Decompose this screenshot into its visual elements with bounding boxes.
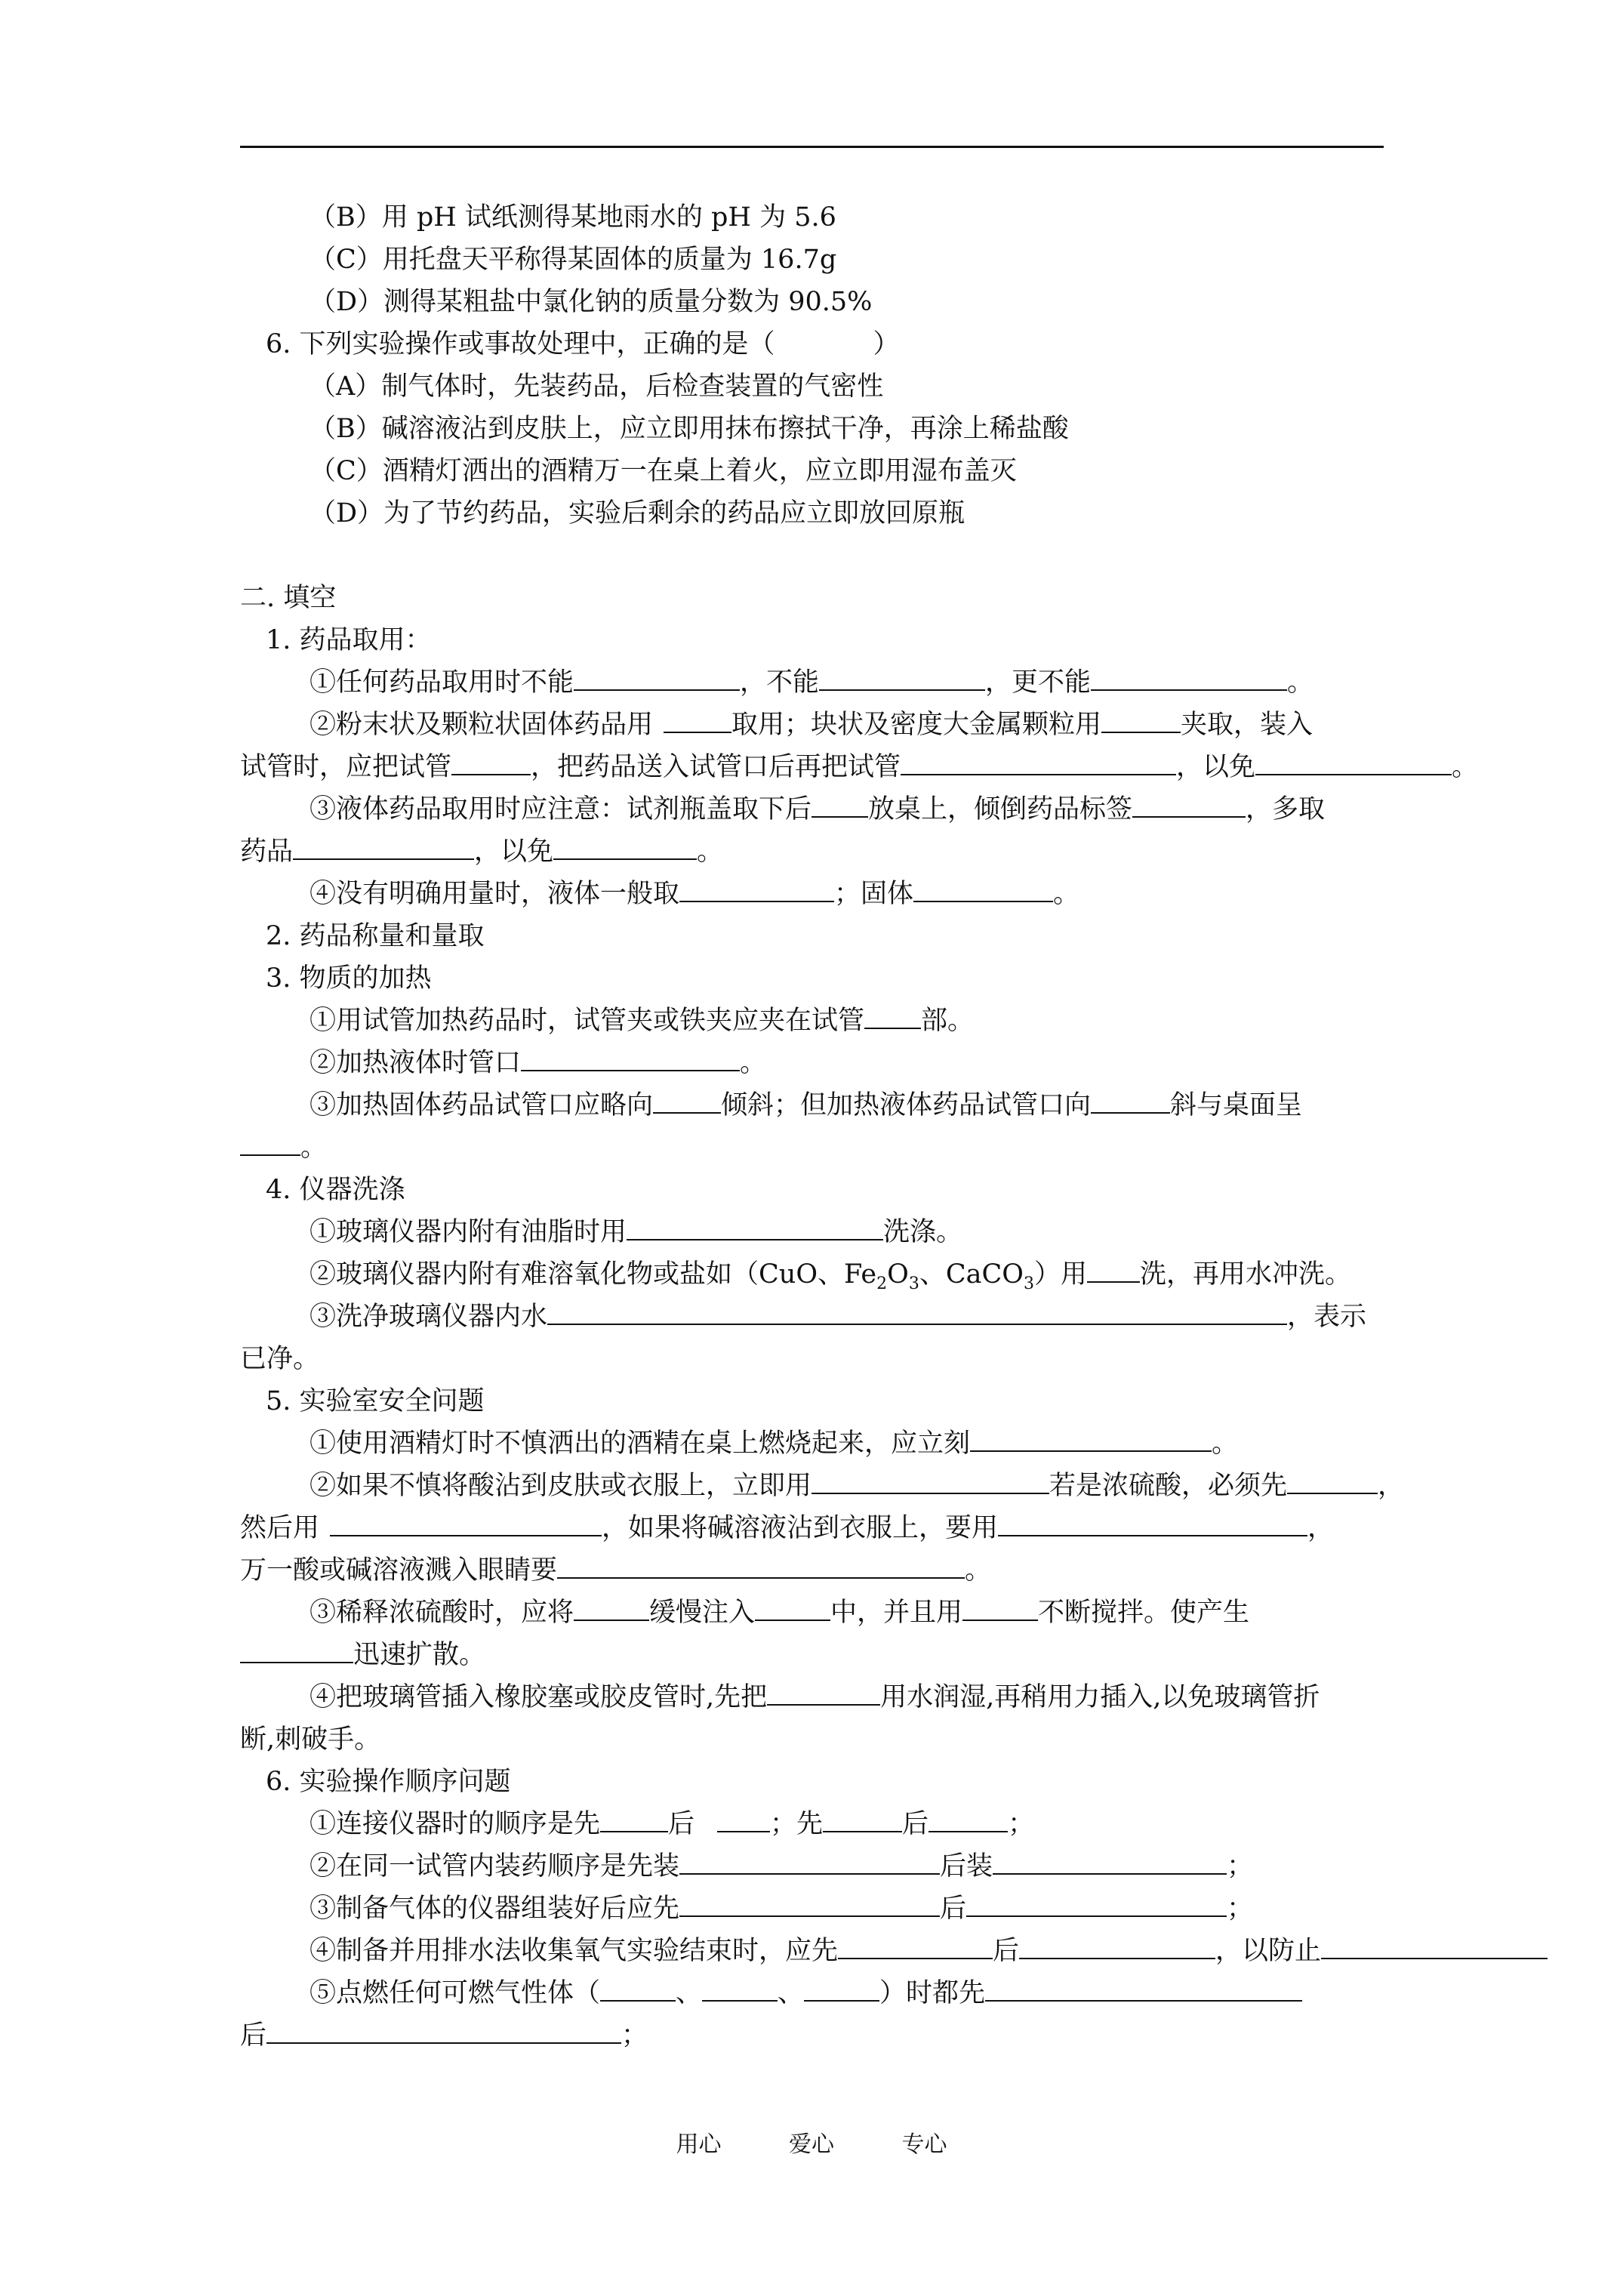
s6-line4: ④制备并用排水法收集氧气实验结束时，应先 后 ，以防止 [310,1934,1548,1968]
blank[interactable] [521,1047,740,1071]
q6-option-b: （B）碱溶液沾到皮肤上，应立即用抹布擦拭干净，再涂上稀盐酸 [310,414,1069,444]
q6-option-d: （D）为了节约药品，实验后剩余的药品应立即放回原瓶 [310,498,965,529]
blank[interactable] [823,1808,902,1832]
blank[interactable] [240,1639,353,1663]
blank[interactable] [627,1216,883,1240]
blank[interactable] [600,1808,668,1832]
q6-option-a: （A）制气体时，先装药品，后检查装置的气密性 [310,371,884,402]
blank[interactable] [913,878,1053,902]
blank[interactable] [838,1935,993,1959]
s4-line2: ②玻璃仪器内附有难溶氧化物或盐如（CuO、$Fe_2O_3$、CaCO$_3$）用 洗，再用水冲洗。 [310,1259,1351,1293]
blank[interactable] [574,667,740,691]
footer-word: 专心 [901,2131,947,2158]
blank[interactable] [1287,1470,1378,1494]
blank[interactable] [1255,751,1452,775]
blank[interactable] [1091,1089,1170,1114]
s3-title: 3. 物质的加热 [266,963,432,994]
s1-line6: ④没有明确用量时，液体一般取 ；固体 。 [310,879,1080,909]
blank[interactable] [901,751,1176,775]
blank[interactable] [1132,794,1246,818]
blank[interactable] [812,794,868,818]
page-footer [0,2130,1623,2160]
blank[interactable] [553,836,697,860]
blank[interactable] [679,878,834,902]
s6-line5: ⑤点燃任何可燃气性体（ 、 、 ）时都先 [310,1977,1302,2010]
blank[interactable] [557,1555,965,1579]
header-rule [240,146,1384,148]
s2-title: 2. 药品称量和量取 [266,921,485,951]
s6-title: 6. 实验操作顺序问题 [266,1767,511,1797]
footer-word: 爱心 [789,2131,834,2158]
blank[interactable] [998,1512,1307,1536]
s5-line5: ③稀释浓硫酸时，应将 缓慢注入 中，并且用 不断搅拌。使产生 [310,1598,1250,1628]
s5-line1: ①使用酒精灯时不慎洒出的酒精在桌上燃烧起来，应立刻 。 [310,1428,1239,1459]
s1-line3: 试管时，应把试管 ，把药品送入试管口后再把试管 ，以免 。 [240,752,1479,782]
blank[interactable] [679,1893,940,1917]
s6-line6: 后 ； [240,2020,648,2051]
s4-line3: ③洗净玻璃仪器内水 ，表示 [310,1302,1367,1332]
blank[interactable] [574,1597,649,1621]
blank[interactable] [330,1512,602,1536]
s5-line7: ④把玻璃管插入橡胶塞或胶皮管时,先把 用水润湿,再稍用力插入,以免玻璃管折 [310,1682,1320,1712]
blank[interactable] [1087,1259,1140,1283]
blank[interactable] [1091,667,1287,691]
option-d: （D）测得某粗盐中氯化钠的质量分数为 90.5% [310,287,873,317]
blank[interactable] [993,1851,1227,1875]
blank[interactable] [293,836,474,860]
blank[interactable] [664,709,731,733]
blank[interactable] [804,1977,879,2002]
s5-line3: 然后用 ，如果将碱溶液沾到衣服上，要用 ， [240,1513,1335,1543]
blank[interactable] [966,1893,1227,1917]
blank[interactable] [702,1977,778,2002]
blank[interactable] [451,751,531,775]
q6-stem: 6. 下列实验操作或事故处理中，正确的是（ ） [266,329,900,359]
s1-line2: ②粉末状及颗粒状固体药品用 取用；块状及密度大金属颗粒用 夹取，装入 [310,710,1313,740]
s5-line6: 迅速扩散。 [240,1638,485,1672]
section-title: 二. 填空 [240,583,337,613]
blank[interactable] [266,2020,621,2044]
s3-line4: 。 [240,1131,327,1164]
s5-line8: 断,刺破手。 [240,1724,381,1755]
blank[interactable] [970,1428,1212,1452]
s1-title: 1. 药品取用： [266,625,432,655]
option-b: （B）用 pH 试纸测得某地雨水的 pH 为 5.6 [310,202,836,233]
blank[interactable] [812,1470,1049,1494]
blank[interactable] [962,1597,1038,1621]
s4-title: 4. 仪器洗涤 [266,1175,405,1205]
blank[interactable] [1321,1935,1548,1959]
s5-line4: 万一酸或碱溶液溅入眼睛要 。 [240,1555,992,1586]
blank[interactable] [985,1977,1302,2002]
s1-line5: 药品 ，以免 。 [240,837,724,867]
s3-line1: ①用试管加热药品时，试管夹或铁夹应夹在试管 部。 [310,1006,975,1036]
s5-line2: ②如果不慎将酸沾到皮肤或衣服上，立即用 若是浓硫酸，必须先 ， [310,1471,1405,1501]
blank[interactable] [600,1977,676,2002]
s1-line4: ③液体药品取用时应注意：试剂瓶盖取下后 放桌上，倾倒药品标签 ，多取 [310,794,1326,824]
blank[interactable] [755,1597,830,1621]
q6-option-c: （C）酒精灯洒出的酒精万一在桌上着火，应立即用湿布盖灭 [310,456,1017,486]
blank[interactable] [653,1089,721,1114]
s3-line3: ③加热固体药品试管口应略向 倾斜；但加热液体药品试管口向 斜与桌面呈 [310,1090,1303,1120]
blank[interactable] [767,1681,880,1706]
blank[interactable] [679,1851,940,1875]
blank[interactable] [1019,1935,1215,1959]
blank[interactable] [717,1808,770,1832]
s6-line1: ①连接仪器时的顺序是先 后 ；先 后 ； [310,1809,1035,1839]
s6-line2: ②在同一试管内装药顺序是先装 后装 ； [310,1851,1254,1881]
blank[interactable] [1101,709,1181,733]
s5-title: 5. 实验室安全问题 [266,1386,485,1416]
s4-line4: 已净。 [240,1344,320,1374]
option-c: （C）用托盘天平称得某固体的质量为 16.7g [310,245,837,275]
s1-line1: ①任何药品取用时不能 ，不能 ，更不能 。 [310,667,1314,698]
s3-line2: ②加热液体时管口 。 [310,1048,767,1078]
s6-line3: ③制备气体的仪器组装好后应先 后 ； [310,1894,1254,1924]
blank[interactable] [240,1132,300,1156]
blank[interactable] [819,667,985,691]
blank[interactable] [864,1005,921,1029]
footer-word: 用心 [676,2131,722,2158]
blank[interactable] [547,1301,1287,1325]
blank[interactable] [929,1808,1008,1832]
s4-line1: ①玻璃仪器内附有油脂时用 洗涤。 [310,1217,963,1247]
